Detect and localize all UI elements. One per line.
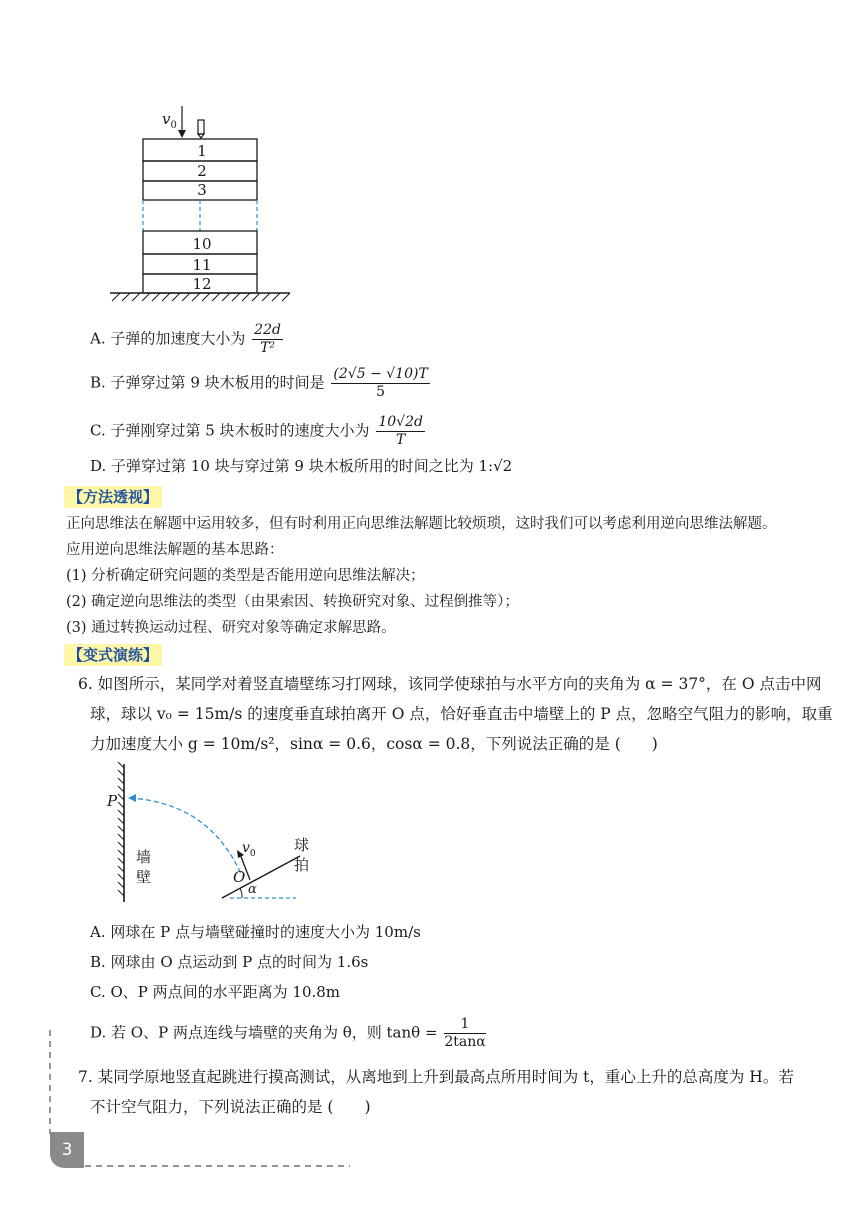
option-d: D. 若 O、P 两点连线与墙壁的夹角为 θ，则 tanθ = $\frac{1}{2\tan\alpha}$ bbox=[90, 1016, 486, 1050]
v0-label: $v_0$ bbox=[162, 110, 177, 131]
question-7-line: 不计空气阻力，下列说法正确的是 ( ) bbox=[90, 1098, 371, 1116]
point-p-label: P bbox=[107, 792, 118, 810]
v0-label: $v_0$ bbox=[242, 840, 256, 859]
board-label: 11 bbox=[192, 256, 212, 274]
racket-label: 拍 bbox=[294, 856, 310, 874]
question-6-line: 力加速度大小 g = 10m/s²，sinα = 0.6，cosα = 0.8，下列说法正确的是 ( ) bbox=[90, 735, 658, 753]
method-line: (3) 通过转换运动过程、研究对象等确定求解思路。 bbox=[66, 620, 396, 636]
option-a: A. 子弹的加速度大小为 $\frac{22d}{\text{T²}}$ bbox=[90, 322, 281, 356]
board-label: 10 bbox=[192, 235, 212, 253]
board-label: 1 bbox=[197, 142, 207, 160]
method-line: (1) 分析确定研究问题的类型是否能用逆向思维法解决； bbox=[66, 568, 425, 584]
page-border-decoration bbox=[45, 1030, 355, 1180]
board-label: 12 bbox=[192, 275, 212, 293]
wall-label: 墙 bbox=[136, 848, 152, 866]
practice-tag: 【变式演练】 bbox=[64, 644, 162, 666]
option-d: D. 子弹穿过第 10 块与穿过第 9 块木板所用的时间之比为 1:√2 bbox=[90, 457, 513, 475]
board-label: 3 bbox=[197, 181, 207, 199]
method-line: 正向思维法在解题中运用较多，但有时利用正向思维法解题比较烦琐，这时我们可以考虑利用逆向思维法解题。 bbox=[66, 516, 777, 532]
question-6-line: 球，球以 v₀ = 15m/s 的速度垂直球拍离开 O 点，恰好垂直击中墙壁上的 P 点，忽略空气阻力的影响，取重 bbox=[90, 705, 833, 723]
option-b: B. 网球由 O 点运动到 P 点的时间为 1.6s bbox=[90, 953, 369, 971]
question-6-line: 6. 如图所示，某同学对着竖直墙壁练习打网球，该同学使球拍与水平方向的夹角为 α = 37°，在 O 点击中网 bbox=[78, 675, 822, 693]
fraction: $\frac{(2√5 - √10)T}{5}$ bbox=[333, 366, 428, 400]
method-line: (2) 确定逆向思维法的类型（由果索因、转换研究对象、过程倒推等）； bbox=[66, 594, 519, 610]
tennis-figure bbox=[100, 758, 330, 908]
fraction: $\frac{1}{2\tan\alpha}$ bbox=[444, 1016, 486, 1050]
method-line: 应用逆向思维法解题的基本思路： bbox=[66, 542, 284, 558]
fraction: $\frac{10√2d}{T}$ bbox=[378, 414, 423, 448]
board-label: 2 bbox=[197, 162, 207, 180]
point-o-label: O bbox=[233, 868, 246, 886]
page-number: 3 bbox=[50, 1132, 84, 1168]
option-c: C. 子弹刚穿过第 5 块木板时的速度大小为 $\frac{10√2d}{T}$ bbox=[90, 414, 423, 448]
option-a: A. 网球在 P 点与墙壁碰撞时的速度大小为 10m/s bbox=[90, 923, 421, 941]
method-tag: 【方法透视】 bbox=[64, 486, 162, 508]
racket-label: 球 bbox=[294, 836, 310, 854]
alpha-label: α bbox=[248, 882, 257, 897]
wall-label: 壁 bbox=[136, 868, 152, 886]
question-7-line: 7. 某同学原地竖直起跳进行摸高测试，从离地到上升到最高点所用时间为 t，重心上升的总高度为 H。若 bbox=[78, 1068, 794, 1086]
option-b: B. 子弹穿过第 9 块木板用的时间是 $\frac{(2√5 - √10)T}{5}$ bbox=[90, 366, 428, 400]
fraction: $\frac{22d}{\text{T²}}$ bbox=[254, 322, 281, 356]
option-c: C. O、P 两点间的水平距离为 10.8m bbox=[90, 983, 341, 1001]
